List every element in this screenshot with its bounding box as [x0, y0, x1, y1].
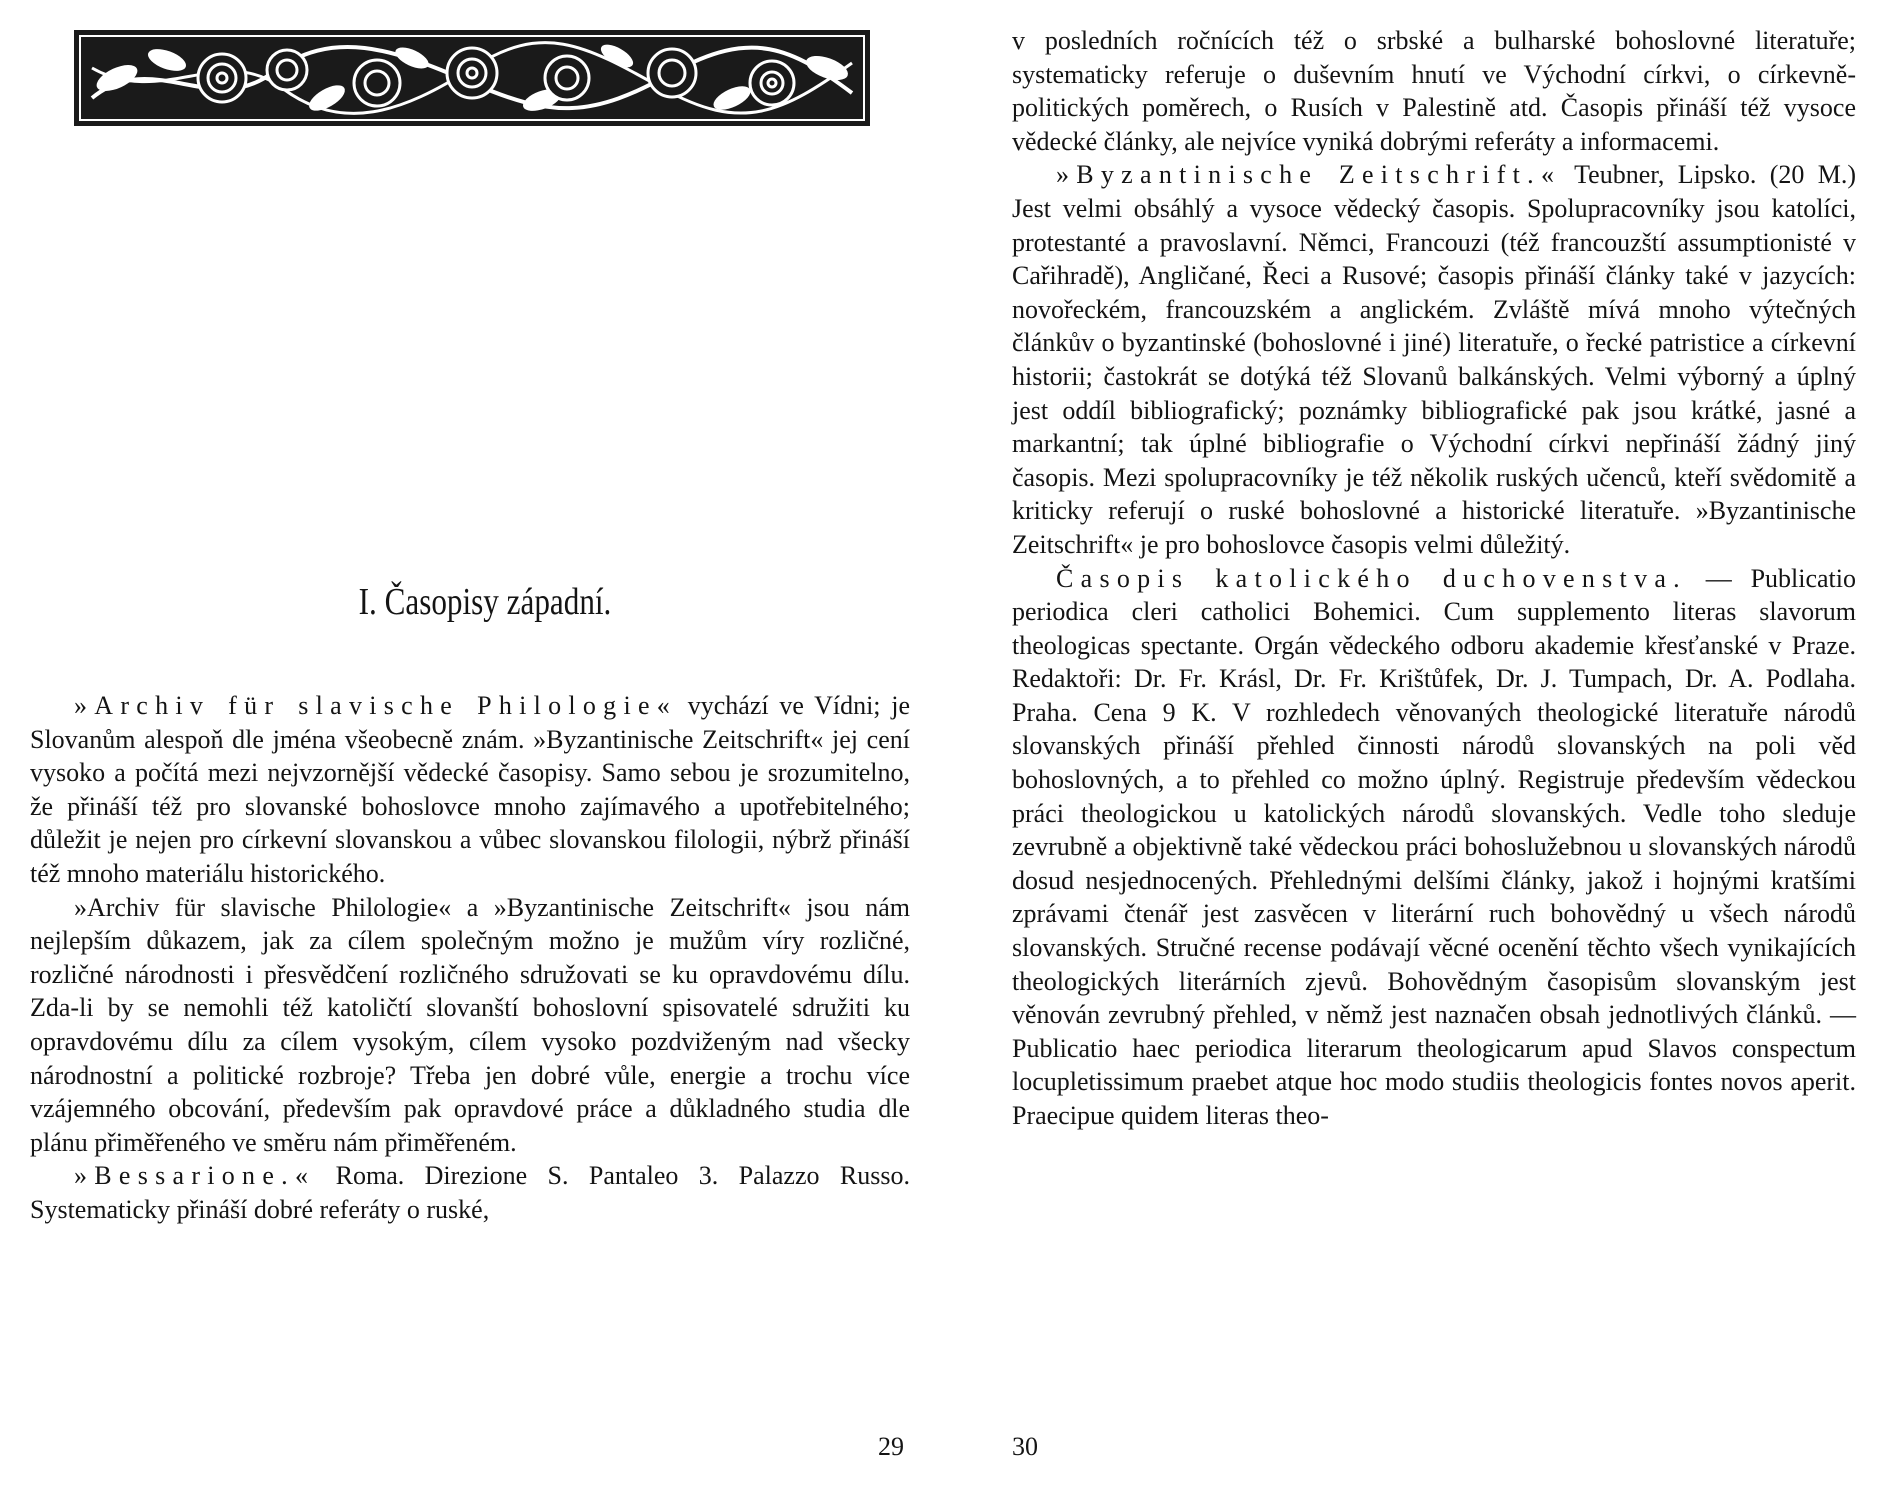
paragraph-text: »Archiv für slavische Philologie« a »Byzantinische Zeitschrift« jsou nám nejlepším důkazem, jak za cílem společným možno je mužům víry rozličné, rozličné národnosti i přesvědčení rozličného sdružovati se ku opravdovému dílu. Zda-li by se nemohli též katoličtí slovanští bohoslovní spisovatelé sdružiti ku opravdovému dílu za cílem vysokým, cílem vysoko pozdviženým nad všecky národnostní a politické rozbroje? Třeba jen dobré vůle, energie a trochu více vzájemného obcování, především pak opravdové práce a důkladného studia dle plánu přiměřeného ve směru nám přiměřeném. — [30, 892, 910, 1157]
section-heading: I. Časopisy západní. — [358, 581, 612, 623]
paragraph — [1012, 562, 1856, 1133]
paragraph-text: vychází ve Vídni; je Slovanům alespoň dle jména všeobecně znám. »Byzantinische Zeitschrift« jej cení vysoko a počítá mezi nejvzornější vědecké časopisy. Samo sebou je srozumitelno, že přináší též pro slovanské bohoslovce mnoho zajímavého a upotřebitelného; důležit je nejen pro církevní slovanskou a vůbec slovanskou filologii, nýbrž přináší též mnoho materiálu historického. — [30, 691, 910, 888]
paragraph — [30, 891, 910, 1160]
paragraph — [1012, 24, 1856, 158]
paragraph — [30, 1159, 910, 1226]
paragraph — [30, 689, 910, 891]
periodical-title: Časopis katolického duchovenstva. — [1056, 563, 1687, 593]
right-page — [952, 0, 1904, 1500]
paragraph-text: — Publicatio periodica cleri catholici Bohemici. Cum supplemento literas slavorum theologicas spectante. Orgán vědeckého odboru akademie křesťanské v Praze. Redaktoři: Dr. Fr. Krásl, Dr. Fr. Krištůfek, Dr. J. Tumpach, Dr. A. Podlaha. Praha. Cena 9 K. V rozhledech věnovaných theologické literatuře národů slovanských přináší přehled činnosti národů slovanských na poli věd bohoslovných, a to přehled co možno úplný. Registruje především vědeckou práci theologickou u katolických národů slovanských. Vedle toho sleduje zevrubně a objektivně také vědeckou práci bohoslužebnou u slovanských národů dosud nesjednocených. Přehlednými delšími články, jakož i hojnými kratšími zprávami čtenář jest zasvěcen v literární ruch bohovědný u všech národů slovanských. Stručné recense podávají věcné ocenění těchto všech vynikajících theologických literárních zjevů. Bohovědným časopisům slovanským jest věnován zevrubný přehled, v němž jest naznačen obsah jednotlivých článků. — Publicatio haec periodica literarum theologicarum apud Slavos conspectum locupletissimum praebet atque hoc modo studiis theologicis fontes novos aperit. Praecipue quidem literas theo- — [1012, 563, 1856, 1130]
periodical-title: »Archiv für slavische Philologie« — [74, 691, 678, 720]
paragraph-text: v posledních ročnících též o srbské a bulharské bohoslovné literatuře; systematicky referuje o duševním hnutí ve Východní církvi, o církevně-politických poměrech, o Rusích v Palestině atd. Časopis přináší též vysoce vědecké články, ale nejvíce vyniká dobrými referáty a informacemi. — [1012, 26, 1856, 156]
periodical-title: »Byzantinische Zeitschrift.« — [1056, 160, 1562, 190]
paragraph-text: Teubner, Lipsko. (20 M.) Jest velmi obsáhlý a vysoce vědecký časopis. Spolupracovníky jsou katolíci, protestanté a pravoslavní. Němci, Francouzi (též francouzští assumptionisté v Cařihradě), Angličané, Řeci a Rusové; časopis přináší články také v jazycích: novořeckém, francouzském a anglickém. Zvláště mívá mnoho výtečných článkův o byzantinské (bohoslovné i jiné) literatuře, o řecké patristice a církevní historii; častokrát se dotýká též Slovanů balkánských. Velmi výborný a úplný jest oddíl bibliografický; poznámky bibliografické pak jsou krátké, jasné a markantní; tak úplné bibliografie o Východní církvi nepřináší žádný jiný časopis. Mezi spolupracovníky je též několik ruských učenců, kteří svědomitě a kriticky referují o ruské bohoslovné a historické literatuře. »Byzantinische Zeitschrift« je pro bohoslovce časopis velmi důležitý. — [1012, 160, 1856, 559]
paragraph-text: Roma. Direzione S. Pantaleo 3. Palazzo Russo. Systematicky přináší dobré referáty o ruské, — [30, 1161, 910, 1224]
left-text-block — [30, 689, 910, 1227]
periodical-title: »Bessarione.« — [74, 1161, 316, 1191]
rose-ornament-icon — [72, 28, 872, 128]
right-text-block — [1012, 24, 1856, 1133]
page-number: 30 — [1012, 1432, 1038, 1461]
paragraph — [1012, 158, 1856, 561]
page-number: 29 — [878, 1432, 904, 1461]
